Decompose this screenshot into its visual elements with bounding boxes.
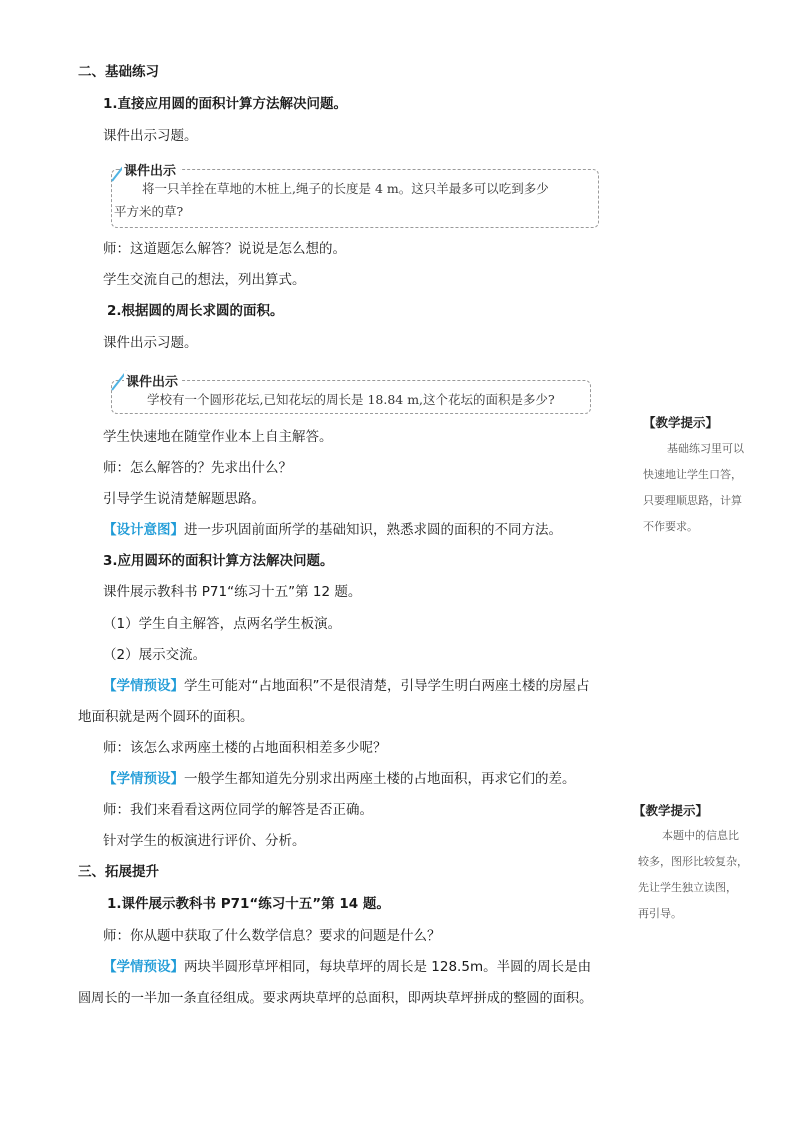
section-heading-basic-practice: 二、基础练习 <box>78 64 159 80</box>
ext1-teacher-question: 师：你从题中获取了什么数学信息？要求的问题是什么？ <box>103 928 441 944</box>
predict3-line2: 圆周长的一半加一条直径组成。要求两块草坪的总面积，即两块草坪拼成的整圆的面积。 <box>78 991 593 1006</box>
predict3-tag: 【学情预设】 <box>103 959 184 975</box>
box2-text-line1: 学校有一个圆形花坛,已知花坛的周长是 18.84 m,这个花坛的面积是多少? <box>147 392 555 407</box>
predict2-line <box>103 770 576 788</box>
sidebar-tip1-body <box>643 436 769 540</box>
predict1-line1 <box>103 677 590 695</box>
item1-heading: 1.直接应用圆的面积计算方法解决问题。 <box>103 96 348 112</box>
predict3-line1 <box>103 958 591 976</box>
tip1-line: 快速地让学生口答， <box>643 468 742 481</box>
predict1-text: 学生可能对“占地面积”不是很清楚，引导学生明白两座土楼的房屋占 <box>184 678 590 694</box>
tip1-line: 只要理顺思路，计算 <box>643 494 742 507</box>
tip2-line: 先让学生独立读图， <box>638 881 737 894</box>
item3-heading: 3.应用圆环的面积计算方法解决问题。 <box>103 553 334 569</box>
tip1-line: 不作要求。 <box>643 520 698 533</box>
item3-teacher-check: 师：我们来看看这两位同学的解答是否正确。 <box>103 802 373 818</box>
item1-teacher-question: 师：这道题怎么解答？说说是怎么想的。 <box>103 241 346 257</box>
predict3-text: 两块半圆形草坪相同，每块草坪的周长是 128.5m。半圆的周长是由 <box>184 959 592 975</box>
tip1-line: 基础练习里可以 <box>667 442 744 455</box>
sidebar-tip2-body <box>638 823 764 927</box>
box1-text-line2: 平方米的草? <box>114 204 184 219</box>
item3-teacher-question: 师：该怎么求两座土楼的占地面积相差多少呢？ <box>103 740 387 756</box>
design-intent <box>103 521 562 539</box>
item3-show-text: 课件展示教科书 P71“练习十五”第 12 题。 <box>103 584 362 600</box>
predict1-line2: 地面积就是两个圆环的面积。 <box>78 709 254 725</box>
tip2-line: 再引导。 <box>638 907 682 920</box>
item2-teacher-question: 师：怎么解答的？先求出什么？ <box>103 460 292 476</box>
item3-step1: （1）学生自主解答，点两名学生板演。 <box>103 616 342 632</box>
predict1-tag: 【学情预设】 <box>103 678 184 694</box>
design-intent-tag: 【设计意图】 <box>103 522 184 538</box>
item3-step2: （2）展示交流。 <box>103 647 207 663</box>
box1-title: 课件出示 <box>122 160 180 179</box>
tip2-line: 较多，图形比较复杂， <box>638 855 748 868</box>
box2-title: 课件出示 <box>124 371 182 390</box>
item2-heading: 2.根据圆的周长求圆的面积。 <box>107 303 284 319</box>
item1-student-exchange: 学生交流自己的想法，列出算式。 <box>103 272 306 288</box>
tip2-line: 本题中的信息比 <box>662 829 739 842</box>
item2-student-solve: 学生快速地在随堂作业本上自主解答。 <box>103 429 333 445</box>
item2-guide: 引导学生说清楚解题思路。 <box>103 491 265 507</box>
sidebar-tip1-title: 【教学提示】 <box>643 415 719 430</box>
ext1-heading: 1.课件展示教科书 P71“练习十五”第 14 题。 <box>107 896 390 912</box>
box1-text-line1: 将一只羊拴在草地的木桩上,绳子的长度是 4 m。这只羊最多可以吃到多少 <box>142 181 549 196</box>
item3-evaluation: 针对学生的板演进行评价、分析。 <box>103 833 306 849</box>
section-heading-extension: 三、拓展提升 <box>78 864 159 880</box>
design-intent-text: 进一步巩固前面所学的基础知识，熟悉求圆的面积的不同方法。 <box>184 522 562 538</box>
item1-show-text: 课件出示习题。 <box>103 128 198 144</box>
sidebar-tip2-title: 【教学提示】 <box>633 803 709 818</box>
predict2-tag: 【学情预设】 <box>103 771 184 787</box>
item2-show-text: 课件出示习题。 <box>103 335 198 351</box>
predict2-text: 一般学生都知道先分别求出两座土楼的占地面积，再求它们的差。 <box>184 771 576 787</box>
